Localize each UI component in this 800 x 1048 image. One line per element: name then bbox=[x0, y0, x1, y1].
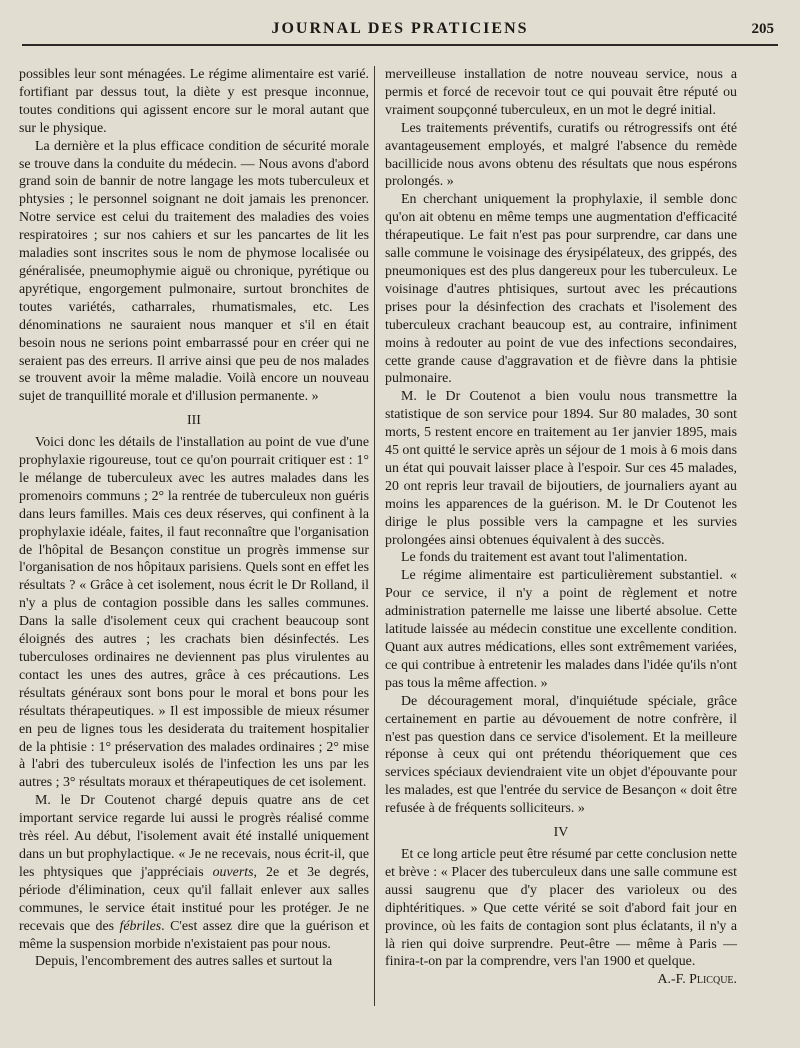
section-heading: IV bbox=[553, 825, 569, 841]
paragraph bbox=[19, 792, 369, 953]
paragraph: Les traitements préventifs, curatifs ou rétrogressifs ont été avantageusement employés, et malgré l'absence du remède bacillicide nous avons obtenu des résultats que nous espérons prolongés. » bbox=[385, 120, 737, 190]
paragraph: M. le Dr Coutenot a bien voulu nous transmettre la statistique de son service pour 1894. Sur 80 malades, 30 sont morts, 5 restent encore en traitement au 1er janvier 1895, mais 45 ont quitté le service après un séjour de 1 mois à 6 mois dans un état qui pouvait laisser place à l'espoir. Sur ces 45 malades, 20 ont repris leur travail de bijoutiers, de journaliers ayant au moins les apparences de la guérison. M. le Dr Coutenot les dirige le plus possible vers la campagne et les survies prolongées ainsi obtenues équivalent à des succès. bbox=[385, 389, 737, 548]
paragraph: De découragement moral, d'inquiétude spéciale, grâce certainement en partie au dévouement de notre confrère, il n'est pas question dans ce service d'isolement. Et la meilleure réponse à ceux qui ont prétendu théoriquement que ces services spéciaux deviendraient vite un objet d'épouvante pour les malades, est que l'entrée du service de Besançon « doit être refusée à de fréquents solliciteurs. » bbox=[385, 693, 737, 817]
italic-term: ouverts bbox=[212, 864, 254, 880]
page-number: 205 bbox=[751, 21, 774, 37]
page-header bbox=[22, 18, 778, 46]
column-divider bbox=[374, 66, 375, 1006]
paragraph: Depuis, l'encombrement des autres salles et surtout la bbox=[35, 954, 333, 970]
paragraph: En cherchant uniquement la prophylaxie, il semble donc qu'on ait obtenu en même temps une augmentation d'efficacité thérapeutique. Le fait n'est pas pour surprendre, car dans une salle commune le voisinage des érysipélateux, des grippés, des pneumoniques est des plus dangereux pour les tuberculeux. Le voisinage d'autres phtisiques, surtout avec les précautions prises pour la désinfection des crachats et l'isolement des tuberculeux crachant beaucoup est, au contraire, infiniment moins à redouter au point de vue des infections secondaires, cette grande cause d'aggravation et de fièvre dans la phtisie pulmonaire. bbox=[385, 192, 737, 387]
paragraph-text: , 2e et 3e degrés, période d'élimination, ceux qu'il fallait enlever aux salles communes, le service était institué pour les protéger. Je ne recevais que des bbox=[19, 864, 369, 934]
paragraph: Voici donc les détails de l'installation au point de vue d'une prophylaxie rigoureuse, tout ce qu'on pourrait critiquer est : 1° le mélange de tuberculeux avec les autres malades dans les promenoirs communs ; 2° la rentrée de tuberculeux non guéris dans leurs familles. Mais ces deux réserves, qui confinent à la prophylaxie idéale, faites, il faut reconnaître que l'organisation de l'hôpital de Besançon constitue un progrès immense sur l'organisation de nos hôpitaux parisiens. Quels sont en effet les résultats ? « Grâce à cet isolement, nous écrit le Dr Rolland, il n'y a plus de contagion possible dans les salles communes. Dans la salle d'isolement ceux qui crachent beaucoup sont éloignés des autres ; les crachats bien désinfectés. Les tuberculoses ordinaires ne deviennent pas plus virulentes au contact les unes des autres, grâce à ces précautions. Les résultats généraux sont bons pour le moral et bons pour les résultats thérapeutiques. » Il est impossible de mieux résumer en peu de lignes tous les desiderata du traitement hospitalier de la phtisie : 1° préservation des malades ordinaires ; 2° mise à l'abri des tuberculeux isolés de l'infection les uns par les autres ; 3° résultats moraux et thérapeutiques de cet isolement. bbox=[19, 435, 369, 791]
italic-term: fébriles bbox=[119, 918, 162, 934]
left-column bbox=[19, 66, 369, 971]
paragraph: Le régime alimentaire est particulièrement substantiel. « Pour ce service, il n'y a point de règlement et notre administration paternelle me laisse une liberté absolue. Cette latitude laissée au médecin constitue une excellente condition. Quant aux autres médications, elles sont extrêmement variées, ce qui contribue à entretenir les malades dans l'idée qu'ils n'ont pas tous la même affection. » bbox=[385, 568, 737, 691]
author-signature: A.-F. Plicque. bbox=[657, 972, 737, 988]
right-column bbox=[385, 66, 737, 989]
journal-title: JOURNAL DES PRATICIENS bbox=[271, 20, 529, 37]
paragraph: La dernière et la plus efficace condition de sécurité morale se trouve dans la conduite du médecin. — Nous avons d'abord grand soin de bannir de notre langage les mots tuberculeux et phtysies ; le personnel soignant ne doit jamais les prenoncer. Notre service est celui du traitement des maladies des voies respiratoires ; sur nos cahiers et sur les pancartes de lit les maladies sont inscrites sous le nom de phymose localisée ou généralisée, pneumophymie aiguë ou chronique, pyrétique ou apyrétique, engorgement pulmonaire, surtout bronchites de toutes variétés, catharrales, rhumatismales, etc. Les dénominations ne sauraient nous manquer et s'il en était besoin nous ne serions point embarrassé pour en créer qui ne seraient pas des erreurs. Il arrive ainsi que peu de nos malades se trouvent avoir la même maladie. Voilà encore un nouveau sujet de tranquillité morale et d'illusion permanente. » bbox=[19, 138, 369, 405]
paragraph-text: M. le Dr Coutenot chargé depuis quatre ans de cet important service regarde lui aussi le progrès réalisé comme très réel. Au début, l'isolement avait été installé uniquement dans un but prophylactique. « Je ne recevais, nous écrit-il, que les phtysiques que j'appréciais bbox=[19, 793, 369, 880]
section-heading: III bbox=[187, 413, 201, 429]
paragraph: Et ce long article peut être résumé par cette conclusion nette et brève : « Placer des tuberculeux dans une salle commune est aussi saugrenu que d'y placer des varioleux ou des diphtéritiques. » Que cette vérité se soit d'abord fait jour en province, où les faits de contagion sont plus éclatants, il n'y a là rien qui doive surprendre. Peut-être — même à Paris — finira-t-on par la comprendre, vers l'an 1900 et quelque. bbox=[385, 846, 737, 970]
paragraph: merveilleuse installation de notre nouveau service, nous a permis et forcé de recevoir tout ce qui pouvait être réputé ou vraiment soupçonné tuberculeux, en un mot le degré initial. bbox=[385, 67, 737, 118]
paragraph-text: . C'est assez dire que la guérison et même la suspension morbide n'existaient pas pour nous. bbox=[19, 918, 369, 952]
paragraph: Le fonds du traitement est avant tout l'alimentation. bbox=[401, 550, 688, 566]
paragraph: possibles leur sont ménagées. Le régime alimentaire est varié. fortifiant par dessus tout, la diète y est presque inconnue, toutes conditions qui agissent encore sur le moral autant que sur le physique. bbox=[19, 67, 369, 136]
